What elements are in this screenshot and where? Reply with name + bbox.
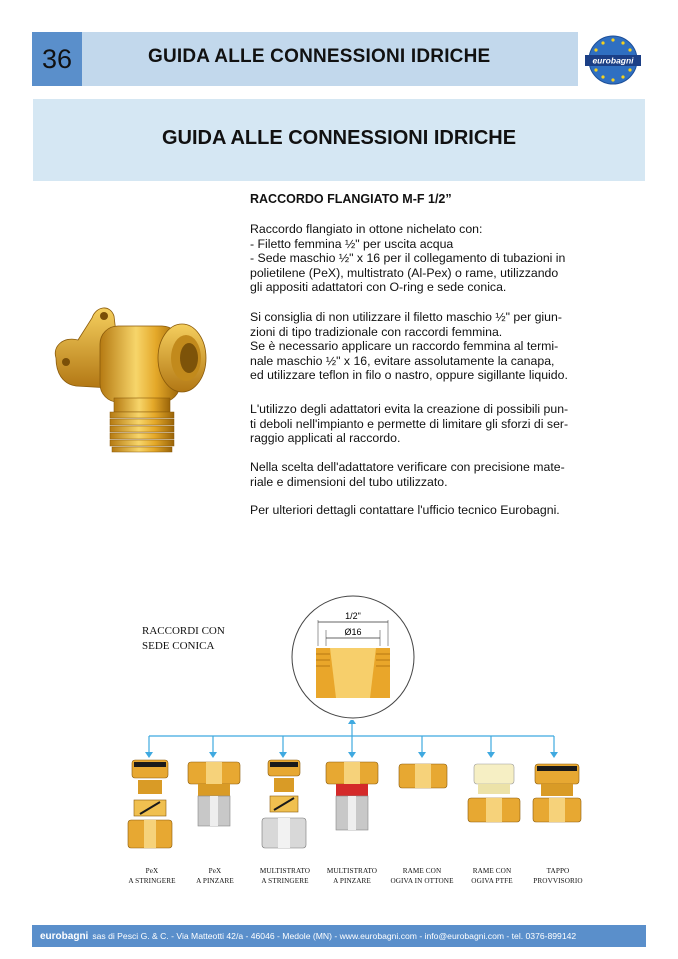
fitting-rame-ogiva-ptfe xyxy=(464,758,524,854)
text-line: Per ulteriori dettagli contattare l'ufficio tecnico Eurobagni. xyxy=(250,503,560,517)
text-line: L'utilizzo degli adattatori evita la creazione di possibili pun- xyxy=(250,402,569,416)
caption-line: MULTISTRATO xyxy=(259,867,311,875)
caption-line: A STRINGERE xyxy=(261,877,309,885)
product-title: RACCORDO FLANGIATO M-F 1/2” xyxy=(250,192,452,206)
caption-line: TAPPO xyxy=(546,867,570,875)
text-line: ed utilizzare teflon in filo o nastro, oppure sigillante liquido. xyxy=(250,368,568,383)
fitting-pex-stringere xyxy=(120,758,180,854)
flanged-fitting-image xyxy=(52,298,242,458)
caption-line: MULTISTRATO xyxy=(326,867,378,875)
caption-line: PeX xyxy=(208,867,222,875)
fitting-multistrato-stringere xyxy=(254,758,314,854)
label-line: RACCORDI CON xyxy=(142,625,225,637)
connector-tree xyxy=(140,720,560,760)
banner-title: GUIDA ALLE CONNESSIONI IDRICHE xyxy=(161,127,517,149)
paragraph-1 xyxy=(250,222,606,295)
header-title: GUIDA ALLE CONNESSIONI IDRICHE xyxy=(148,46,491,67)
fitting-tappo-provvisorio xyxy=(527,758,587,854)
caption-tappo xyxy=(513,866,603,886)
logo-text: eurobagni xyxy=(592,55,634,66)
text-line: - Sede maschio ½" x 16 per il collegamento di tubazioni in xyxy=(250,251,566,266)
paragraph-5 xyxy=(250,503,606,518)
footer-brand: eurobagni xyxy=(40,930,89,942)
paragraph-2 xyxy=(250,310,606,383)
footer-contact: sas di Pesci G. & C. - Via Matteotti 42/a - 46046 - Medole (MN) - www.eurobagni.com - info@eurobagni.com - tel. 0376-899142 xyxy=(92,931,577,941)
fitting-rame-ogiva-ottone xyxy=(393,758,453,854)
text-line: Se è necessario applicare un raccordo femmina al termi- xyxy=(250,339,559,354)
text-line: zioni di tipo tradizionale con raccordi femmina. xyxy=(250,324,503,339)
label-line: SEDE CONICA xyxy=(142,640,215,652)
text-line: Raccordo flangiato in ottone nichelato con: xyxy=(250,222,483,236)
caption-line: OGIVA IN OTTONE xyxy=(390,877,454,885)
text-line: riale e dimensioni del tubo utilizzato. xyxy=(250,474,448,489)
caption-line: RAME CON xyxy=(402,867,442,875)
caption-line: OGIVA PTFE xyxy=(471,877,513,885)
text-line: Si consiglia di non utilizzare il filetto maschio ½" per giun- xyxy=(250,310,562,324)
fitting-pex-pinzare xyxy=(184,758,244,854)
caption-line: A STRINGERE xyxy=(128,877,176,885)
conical-seat-label xyxy=(142,624,225,654)
text-line: Nella scelta dell'adattatore verificare con precisione mate- xyxy=(250,460,565,474)
caption-line: RAME CON xyxy=(472,867,512,875)
text-line: - Filetto femmina ½" per uscita acqua xyxy=(250,236,454,251)
paragraph-4 xyxy=(250,460,606,489)
eurobagni-logo xyxy=(583,34,643,86)
text-line: ti deboli nell'impianto e permette di limitare gli sforzi di ser- xyxy=(250,416,569,431)
text-line: polietilene (PeX), multistrato (Al-Pex) o rame, utilizzando xyxy=(250,265,559,280)
conical-seat-detail xyxy=(290,594,416,720)
fitting-multistrato-pinzare xyxy=(322,758,382,854)
paragraph-3 xyxy=(250,402,606,446)
dim-half-inch: 1/2" xyxy=(345,611,361,621)
footer-bar xyxy=(32,925,646,947)
text-line: raggio applicati al raccordo. xyxy=(250,431,401,446)
caption-line: PROVVISORIO xyxy=(533,877,583,885)
text-line: nale maschio ½" x 16, evitare assolutamente la canapa, xyxy=(250,353,555,368)
page-number: 36 xyxy=(32,32,82,86)
caption-line: A PINZARE xyxy=(196,877,234,885)
dim-diameter: Ø16 xyxy=(344,627,362,637)
text-line: gli appositi adattatori con O-ring e sede conica. xyxy=(250,280,507,295)
caption-line: PeX xyxy=(145,867,159,875)
caption-line: A PINZARE xyxy=(333,877,371,885)
